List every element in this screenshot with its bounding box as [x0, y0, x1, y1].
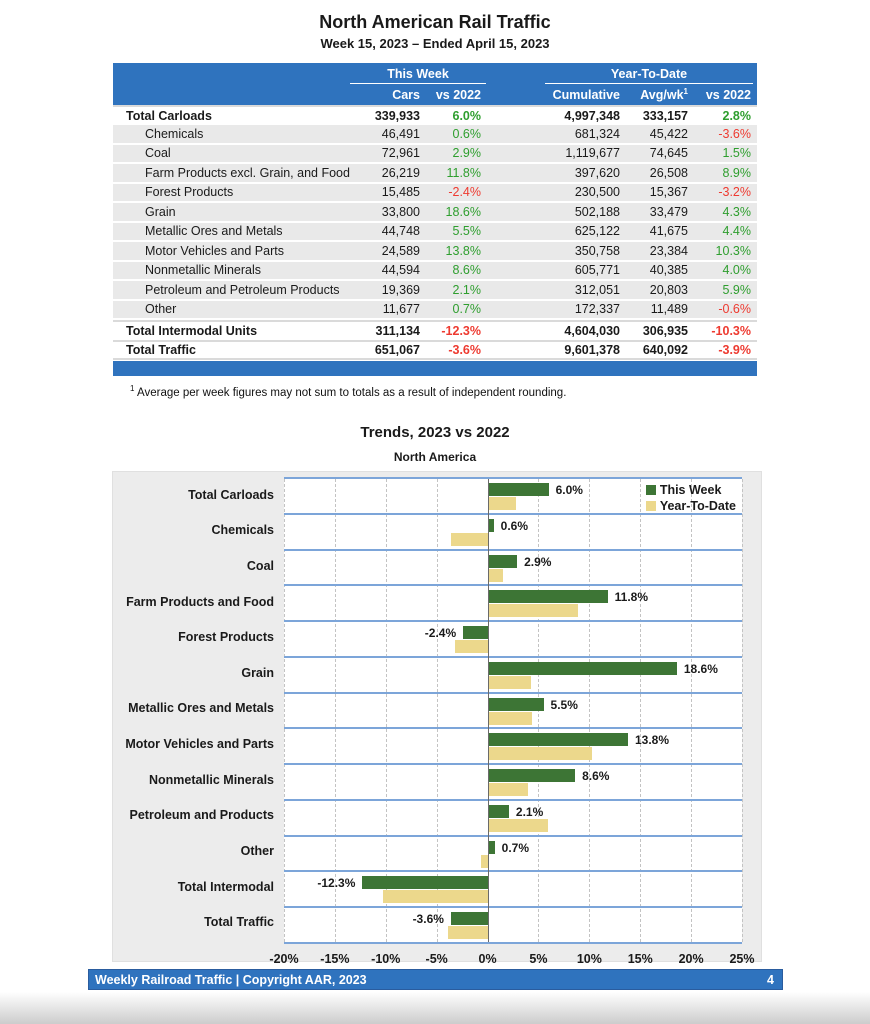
this-week-pct: 11.8% [446, 165, 481, 180]
category-label: Coal [246, 559, 274, 574]
category-labels [113, 477, 274, 940]
category-label: Other [240, 843, 274, 858]
cars-value: 46,491 [381, 126, 420, 141]
cumulative-value: 605,771 [574, 263, 620, 278]
group-header-year-to-date: Year-To-Date [545, 67, 753, 84]
ytd-pct: -0.6% [718, 302, 751, 317]
bar-this-week [488, 698, 544, 711]
chart-row [284, 765, 742, 801]
table-row [113, 242, 757, 262]
ytd-pct: 8.9% [722, 165, 751, 180]
row-label: Nonmetallic Minerals [145, 263, 262, 278]
row-label: Metallic Ores and Metals [145, 224, 283, 239]
x-tick-label: 20% [678, 952, 704, 966]
ytd-pct: -3.6% [718, 126, 751, 141]
cars-value: 44,594 [381, 263, 420, 278]
cars-value: 33,800 [381, 204, 420, 219]
bar-value-label: 11.8% [614, 590, 649, 605]
category-label: Grain [241, 665, 274, 680]
avg-week-value: 23,384 [649, 243, 688, 258]
category-label: Metallic Ores and Metals [128, 701, 274, 716]
table-bottom-bar [113, 361, 757, 376]
bar-year-to-date [488, 712, 533, 725]
ytd-pct: -3.9% [718, 343, 751, 357]
x-tick-label: 0% [478, 952, 497, 966]
row-label: Total Carloads [126, 109, 212, 123]
bar-year-to-date [488, 783, 529, 796]
cumulative-value: 9,601,378 [564, 343, 620, 357]
table-row [113, 262, 757, 282]
category-label: Petroleum and Products [129, 808, 274, 823]
chart-row [284, 515, 742, 551]
x-tick-label: -5% [425, 952, 448, 966]
bar-year-to-date [488, 569, 503, 582]
table-row [113, 203, 757, 223]
chart-row [284, 908, 742, 942]
legend-label-this-week: This Week [659, 483, 722, 497]
zero-line [488, 479, 490, 942]
cars-value: 72,961 [381, 146, 420, 161]
bar-year-to-date [448, 926, 488, 939]
bar-year-to-date [488, 819, 548, 832]
chart-panel [112, 471, 762, 966]
page-bottom-fade [0, 992, 870, 1024]
page-subtitle: Week 15, 2023 – Ended April 15, 2023 [320, 36, 550, 51]
footer-text: Weekly Railroad Traffic | Copyright AAR, 2023 [95, 972, 367, 987]
bar-year-to-date [455, 640, 488, 653]
legend-label-year-to-date: Year-To-Date [659, 499, 736, 513]
cumulative-value: 350,758 [574, 243, 620, 258]
bar-value-label: 0.7% [501, 840, 530, 855]
ytd-pct: -10.3% [711, 324, 751, 338]
this-week-pct: 5.5% [452, 224, 481, 239]
ytd-pct: -3.2% [718, 185, 751, 200]
this-week-pct: 2.1% [452, 282, 481, 297]
col-header-ytd-vs2022: vs 2022 [705, 87, 751, 102]
x-axis [269, 952, 755, 968]
this-week-pct: -2.4% [448, 185, 481, 200]
this-week-pct: -3.6% [448, 343, 481, 357]
page-title: North American Rail Traffic [319, 12, 551, 32]
this-week-pct: 18.6% [445, 204, 481, 219]
ytd-pct: 5.9% [722, 282, 751, 297]
cars-value: 26,219 [381, 165, 420, 180]
cars-value: 311,134 [375, 324, 420, 338]
bar-this-week [463, 626, 487, 639]
legend-swatch-this-week-icon [646, 485, 656, 495]
cars-value: 24,589 [381, 243, 420, 258]
cars-value: 651,067 [374, 343, 420, 357]
cumulative-value: 230,500 [574, 185, 620, 200]
bar-value-label: 0.6% [500, 518, 529, 533]
bar-value-label: -2.4% [424, 626, 457, 641]
chart-row [284, 837, 742, 873]
avg-week-value: 41,675 [649, 224, 688, 239]
bar-this-week [488, 483, 549, 496]
x-tick-label: -10% [371, 952, 401, 966]
bar-year-to-date [383, 890, 488, 903]
bar-this-week [488, 590, 608, 603]
chart-subtitle: North America [393, 450, 477, 464]
footnote-text: Average per week figures may not sum to totals as a result of independent rounding. [137, 386, 567, 399]
table-row [113, 223, 757, 243]
category-label: Total Carloads [188, 487, 274, 502]
category-label: Motor Vehicles and Parts [125, 737, 274, 752]
table-row [113, 184, 757, 204]
row-label: Total Traffic [126, 343, 196, 357]
avg-week-value: 306,935 [642, 324, 688, 338]
col-header-this-week-vs2022: vs 2022 [435, 87, 481, 102]
row-label: Farm Products excl. Grain, and Food [145, 165, 350, 180]
bar-value-label: -3.6% [412, 912, 444, 927]
row-label: Grain [145, 204, 176, 219]
category-label: Farm Products and Food [126, 594, 274, 609]
bar-this-week [488, 733, 628, 746]
table-row [113, 125, 757, 145]
bar-this-week [488, 555, 518, 568]
bar-value-label: 2.1% [515, 804, 544, 819]
chart-row [284, 622, 742, 658]
chart-row [284, 694, 742, 730]
avg-week-value: 45,422 [649, 126, 688, 141]
cumulative-value: 4,997,348 [564, 109, 620, 123]
ytd-pct: 4.3% [722, 204, 751, 219]
x-tick-label: 15% [627, 952, 653, 966]
this-week-pct: 8.6% [452, 263, 481, 278]
category-label: Total Intermodal [177, 879, 274, 894]
chart-row [284, 586, 742, 622]
table-header [113, 63, 757, 105]
bar-value-label: -12.3% [317, 876, 356, 891]
bar-this-week [451, 912, 488, 925]
bar-year-to-date [488, 497, 516, 510]
chart-legend [646, 482, 736, 514]
bar-value-label: 5.5% [550, 697, 578, 712]
col-header-cars: Cars [392, 87, 420, 102]
cars-value: 15,485 [381, 185, 420, 200]
cumulative-value: 681,324 [574, 126, 620, 141]
footnote [130, 384, 566, 399]
cumulative-value: 4,604,030 [564, 324, 620, 338]
table-row [113, 320, 757, 340]
ytd-pct: 1.5% [722, 146, 751, 161]
cars-value: 19,369 [381, 282, 420, 297]
row-label: Forest Products [145, 185, 234, 200]
table-row [113, 164, 757, 184]
col-header-avg-week-label: Avg/wk [640, 88, 684, 103]
cumulative-value: 397,620 [574, 165, 620, 180]
avg-week-value: 33,479 [649, 204, 688, 219]
legend-entry-year-to-date [646, 498, 736, 514]
col-header-avg-week-sup: 1 [683, 86, 688, 96]
table-row [113, 301, 757, 321]
ytd-pct: 10.3% [715, 243, 751, 258]
bar-year-to-date [451, 533, 488, 546]
cumulative-value: 502,188 [574, 204, 620, 219]
row-label: Chemicals [145, 126, 204, 141]
bar-value-label: 8.6% [582, 769, 610, 784]
bar-this-week [488, 662, 677, 675]
category-label: Chemicals [211, 523, 274, 538]
page-number: 4 [767, 972, 774, 987]
ytd-pct: 2.8% [722, 109, 751, 123]
table-group-header-row [113, 63, 757, 84]
avg-week-value: 640,092 [642, 343, 688, 357]
x-tick-label: 25% [729, 952, 755, 966]
this-week-pct: 0.7% [452, 302, 481, 317]
x-tick-label: -20% [269, 952, 299, 966]
avg-week-value: 15,367 [649, 185, 688, 200]
bar-this-week [488, 769, 576, 782]
cumulative-value: 312,051 [574, 282, 620, 297]
gridline [742, 479, 743, 942]
x-tick-label: 5% [529, 952, 548, 966]
x-tick-label: 10% [576, 952, 602, 966]
cars-value: 44,748 [381, 224, 420, 239]
bar-this-week [488, 805, 509, 818]
ytd-pct: 4.4% [722, 224, 751, 239]
bar-year-to-date [488, 747, 593, 760]
table-column-header-row [113, 84, 757, 105]
footer-bar [88, 969, 783, 990]
this-week-pct: 6.0% [452, 109, 481, 123]
bar-value-label: 18.6% [683, 661, 718, 676]
col-header-cumulative: Cumulative [552, 87, 620, 102]
row-label: Motor Vehicles and Parts [145, 243, 284, 258]
row-label: Total Intermodal Units [126, 324, 258, 338]
category-label: Forest Products [178, 630, 274, 645]
avg-week-value: 40,385 [649, 263, 688, 278]
bar-value-label: 13.8% [635, 733, 670, 748]
row-label: Petroleum and Petroleum Products [145, 282, 340, 297]
cars-value: 11,677 [382, 302, 420, 317]
cumulative-value: 1,119,677 [565, 146, 620, 161]
avg-week-value: 74,645 [649, 146, 688, 161]
avg-week-value: 11,489 [650, 302, 688, 317]
bar-this-week [362, 876, 487, 889]
category-label: Total Traffic [204, 915, 274, 930]
chart-row [284, 551, 742, 587]
legend-entry-this-week [646, 482, 736, 498]
category-label: Nonmetallic Minerals [148, 772, 274, 787]
chart-row [284, 729, 742, 765]
row-label: Coal [145, 146, 171, 161]
x-tick-label: -15% [320, 952, 350, 966]
chart-row [284, 801, 742, 837]
chart-rows [284, 479, 742, 942]
avg-week-value: 26,508 [649, 165, 688, 180]
bar-year-to-date [488, 676, 532, 689]
avg-week-value: 20,803 [649, 282, 688, 297]
plot-area [284, 477, 742, 944]
bar-value-label: 2.9% [524, 554, 552, 569]
legend-swatch-year-to-date-icon [646, 501, 656, 511]
footnote-superscript: 1 [130, 384, 135, 393]
table-row [113, 281, 757, 301]
cumulative-value: 625,122 [574, 224, 620, 239]
cars-value: 339,933 [374, 109, 420, 123]
chart-row [284, 658, 742, 694]
chart-title: Trends, 2023 vs 2022 [360, 424, 510, 441]
col-header-avg-week [626, 87, 694, 102]
this-week-pct: 0.6% [452, 126, 481, 141]
table-row [113, 340, 757, 360]
chart-row [284, 872, 742, 908]
bar-value-label: 6.0% [555, 483, 583, 497]
this-week-pct: 2.9% [452, 146, 481, 161]
table-row [113, 105, 757, 125]
bar-year-to-date [488, 604, 579, 617]
row-label: Other [145, 302, 177, 317]
cumulative-value: 172,337 [574, 302, 620, 317]
this-week-pct: 13.8% [445, 243, 481, 258]
traffic-table [113, 63, 757, 376]
this-week-pct: -12.3% [441, 324, 481, 338]
traffic-table-body [113, 105, 757, 360]
table-row [113, 145, 757, 165]
ytd-pct: 4.0% [722, 263, 751, 278]
avg-week-value: 333,157 [642, 109, 688, 123]
group-header-this-week: This Week [350, 67, 486, 84]
